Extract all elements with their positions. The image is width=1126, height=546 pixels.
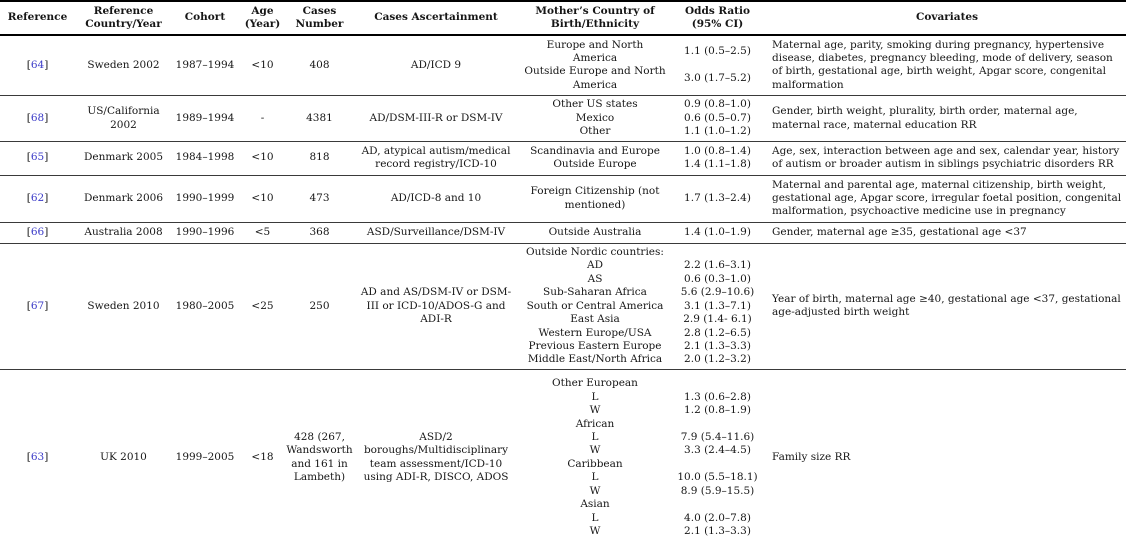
col-header-ethnicity-odds-group bbox=[520, 2, 765, 34]
ethnicity-odds-pair bbox=[520, 300, 765, 313]
country-year-cell: Sweden 2002 bbox=[87, 58, 160, 71]
age-cell: <10 bbox=[251, 151, 274, 164]
cases-number-cell: 428 (267, Wandsworth and 161 in Lambeth) bbox=[286, 430, 353, 484]
covariates-cell: Maternal and parental age, maternal citizenship, birth weight, gestational age, Apgar score, irregular foetal position, congenital malformation, psychoactive medicine use in pregnancy bbox=[772, 178, 1122, 218]
reference-cell bbox=[0, 244, 75, 369]
study-row bbox=[0, 96, 1126, 141]
ethnicity-odds-cell bbox=[520, 244, 765, 369]
ethnicity-odds-cell bbox=[520, 370, 765, 546]
ref-bracket-close: ] bbox=[44, 151, 49, 164]
ref-bracket-close: ] bbox=[44, 111, 49, 124]
ref-bracket-open: [ bbox=[26, 451, 31, 464]
cases-ascertainment-cell: AD and AS/DSM-IV or DSM-III or ICD-10/ADOS-G and ADI-R bbox=[360, 286, 512, 326]
odds-ratio-value: 1.2 (0.8–1.9) bbox=[684, 404, 751, 417]
cohort-cell: 1990–1996 bbox=[175, 226, 235, 239]
reference-citation-link[interactable]: 65 bbox=[30, 151, 45, 164]
odds-ratio-value: 8.9 (5.9–15.5) bbox=[680, 484, 755, 497]
reference-citation-link[interactable]: 63 bbox=[30, 451, 45, 464]
odds-ratio-value: 1.4 (1.1–1.8) bbox=[684, 158, 751, 171]
ethnicity-label: Previous Eastern Europe bbox=[528, 339, 662, 352]
ethnicity-odds-pair bbox=[520, 226, 765, 239]
country-year-cell: Denmark 2005 bbox=[83, 151, 164, 164]
ethnicity-odds-pair bbox=[520, 98, 765, 111]
ethnicity-odds-cell bbox=[520, 142, 765, 175]
odds-ratio-value: 2.9 (1.4- 6.1) bbox=[683, 313, 752, 326]
cohort-cell: 1980–2005 bbox=[175, 299, 235, 312]
ethnicity-label: L bbox=[591, 471, 599, 484]
ethnicity-label: Western Europe/USA bbox=[538, 326, 652, 339]
country-year-cell: US/California 2002 bbox=[87, 105, 160, 131]
odds-ratio-value: 5.6 (2.9–10.6) bbox=[680, 286, 755, 299]
ethnicity-odds-pair bbox=[520, 145, 765, 158]
col-header-country-year: Reference Country/Year bbox=[85, 5, 162, 30]
odds-ratio-value: 4.0 (2.0–7.8) bbox=[684, 511, 751, 524]
col-header-covariates: Covariates bbox=[915, 11, 979, 24]
ref-bracket-close: ] bbox=[44, 226, 49, 239]
ethnicity-odds-pair bbox=[520, 471, 765, 484]
ref-bracket-open: [ bbox=[26, 299, 31, 312]
reference-cell bbox=[0, 142, 75, 175]
study-row bbox=[0, 36, 1126, 97]
reference-citation-link[interactable]: 67 bbox=[30, 299, 45, 312]
age-cell: <10 bbox=[251, 191, 274, 204]
covariates-cell: Year of birth, maternal age ≥40, gestational age <37, gestational age-adjusted birth weight bbox=[772, 292, 1121, 319]
covariates-cell: Gender, maternal age ≥35, gestational age <37 bbox=[772, 226, 1027, 239]
odds-ratio-value: 2.8 (1.2–6.5) bbox=[684, 326, 751, 339]
age-cell: - bbox=[260, 111, 265, 124]
covariates-cell: Age, sex, interaction between age and sex, calendar year, history of autism or broader autism in siblings psychiatric disorders RR bbox=[772, 144, 1120, 171]
ethnicity-label: Other US states bbox=[552, 98, 638, 111]
cases-number-cell: 250 bbox=[309, 299, 330, 312]
reference-cell bbox=[0, 96, 75, 140]
ref-bracket-close: ] bbox=[44, 451, 49, 464]
ethnicity-odds-pair bbox=[520, 498, 765, 511]
study-row bbox=[0, 244, 1126, 370]
ethnicity-odds-pair bbox=[520, 112, 765, 125]
cohort-cell: 1987–1994 bbox=[175, 58, 235, 71]
ethnicity-label: Asian bbox=[580, 498, 610, 511]
cases-number-cell: 368 bbox=[309, 226, 330, 239]
ref-bracket-open: [ bbox=[26, 226, 31, 239]
ethnicity-odds-pair bbox=[520, 404, 765, 417]
ethnicity-odds-pair bbox=[520, 485, 765, 498]
col-header-age: Age (Year) bbox=[244, 5, 281, 30]
ethnicity-odds-cell bbox=[520, 223, 765, 243]
ethnicity-odds-cell bbox=[520, 96, 765, 140]
ethnicity-odds-cell bbox=[520, 176, 765, 222]
ethnicity-label: Foreign Citizenship (not mentioned) bbox=[530, 185, 660, 211]
reference-cell bbox=[0, 36, 75, 96]
odds-ratio-value: 0.9 (0.8–1.0) bbox=[684, 98, 751, 111]
ref-bracket-open: [ bbox=[26, 151, 31, 164]
ethnicity-label: W bbox=[589, 444, 601, 457]
cases-ascertainment-cell: ASD/Surveillance/DSM-IV bbox=[366, 226, 506, 239]
ethnicity-odds-pair bbox=[520, 444, 765, 457]
ethnicity-label: East Asia bbox=[570, 313, 620, 326]
table-body bbox=[0, 36, 1126, 546]
study-row bbox=[0, 142, 1126, 176]
ethnicity-odds-pair bbox=[520, 418, 765, 431]
ethnicity-label: AD bbox=[586, 259, 603, 272]
ethnicity-odds-pair bbox=[520, 158, 765, 171]
ethnicity-label: Europe and North America bbox=[546, 38, 644, 65]
reference-citation-link[interactable]: 64 bbox=[30, 58, 45, 71]
odds-ratio-value: 10.0 (5.5–18.1) bbox=[677, 471, 758, 484]
cases-ascertainment-cell: AD, atypical autism/medical record registry/ICD-10 bbox=[361, 144, 511, 171]
cases-ascertainment-cell: ASD/2 boroughs/Multidisciplinary team assessment/ICD-10 using ADI-R, DISCO, ADOS bbox=[363, 430, 509, 484]
ethnicity-odds-pair bbox=[520, 525, 765, 538]
odds-ratio-value: 0.6 (0.5–0.7) bbox=[684, 111, 751, 124]
age-cell: <18 bbox=[251, 451, 274, 464]
ref-bracket-close: ] bbox=[44, 299, 49, 312]
ethnicity-label: Other European bbox=[552, 377, 638, 390]
ethnicity-label: Other bbox=[579, 125, 611, 138]
cases-number-cell: 818 bbox=[309, 151, 330, 164]
col-header-cases-number: Cases Number bbox=[295, 5, 344, 30]
ethnicity-odds-pair bbox=[520, 353, 765, 366]
ethnicity-odds-pair bbox=[520, 431, 765, 444]
odds-ratio-value: 1.7 (1.3–2.4) bbox=[684, 191, 751, 204]
odds-ratio-value: 1.1 (1.0–1.2) bbox=[684, 125, 751, 138]
country-year-cell: Denmark 2006 bbox=[83, 191, 164, 204]
study-row bbox=[0, 223, 1126, 244]
reference-citation-link[interactable]: 68 bbox=[30, 111, 45, 124]
odds-ratio-value: 1.4 (1.0–1.9) bbox=[684, 226, 751, 239]
odds-ratio-value: 3.1 (1.3–7.1) bbox=[684, 299, 751, 312]
country-year-cell: Sweden 2010 bbox=[87, 299, 160, 312]
ethnicity-label: L bbox=[591, 390, 599, 403]
covariates-cell: Family size RR bbox=[772, 451, 851, 464]
ethnicity-label: L bbox=[591, 511, 599, 524]
ethnicity-odds-pair bbox=[520, 458, 765, 471]
ethnicity-odds-pair bbox=[520, 259, 765, 272]
study-row bbox=[0, 176, 1126, 223]
ethnicity-label: African bbox=[575, 417, 615, 430]
ethnicity-label: Mexico bbox=[575, 111, 615, 124]
ethnicity-odds-pair bbox=[520, 286, 765, 299]
ethnicity-odds-pair bbox=[520, 340, 765, 353]
cases-ascertainment-cell: AD/DSM-III-R or DSM-IV bbox=[369, 111, 503, 124]
ethnicity-label: Sub-Saharan Africa bbox=[543, 286, 647, 299]
covariates-cell: Maternal age, parity, smoking during pregnancy, hypertensive disease, diabetes, pregnancy bleeding, mode of delivery, season of birth, gestational age, birth weight, Apgar score, congenital malformation bbox=[772, 38, 1113, 91]
ethnicity-odds-pair bbox=[520, 391, 765, 404]
col-header-reference: Reference bbox=[7, 11, 68, 24]
reference-cell bbox=[0, 176, 75, 222]
ref-bracket-close: ] bbox=[44, 191, 49, 204]
ref-bracket-close: ] bbox=[44, 58, 49, 71]
ref-bracket-open: [ bbox=[26, 111, 31, 124]
ref-bracket-open: [ bbox=[26, 191, 31, 204]
col-header-cases-ascertainment: Cases Ascertainment bbox=[374, 11, 498, 24]
ref-bracket-open: [ bbox=[26, 58, 31, 71]
covariates-cell: Gender, birth weight, plurality, birth order, maternal age, maternal race, maternal education RR bbox=[772, 105, 1078, 131]
age-cell: <10 bbox=[251, 58, 274, 71]
table-header-row bbox=[0, 2, 1126, 36]
reference-cell bbox=[0, 223, 75, 243]
cases-ascertainment-cell: AD/ICD 9 bbox=[410, 58, 462, 71]
ethnicity-odds-pair bbox=[520, 327, 765, 340]
odds-ratio-value: 1.3 (0.6–2.8) bbox=[684, 390, 751, 403]
study-row bbox=[0, 370, 1126, 546]
cohort-cell: 1989–1994 bbox=[175, 111, 235, 124]
col-header-cohort: Cohort bbox=[184, 11, 226, 24]
ethnicity-label: W bbox=[589, 484, 601, 497]
age-cell: <5 bbox=[254, 226, 271, 239]
ethnicity-label: L bbox=[591, 430, 599, 443]
cases-number-cell: 408 bbox=[309, 58, 330, 71]
odds-ratio-value: 2.0 (1.2–3.2) bbox=[684, 353, 751, 366]
ethnicity-label: Outside Europe and North America bbox=[524, 65, 666, 91]
reference-citation-link[interactable]: 62 bbox=[30, 191, 45, 204]
country-year-cell: Australia 2008 bbox=[84, 226, 163, 239]
cases-number-cell: 473 bbox=[309, 191, 330, 204]
ethnicity-odds-pair bbox=[520, 185, 765, 212]
odds-ratio-value: 7.9 (5.4–11.6) bbox=[680, 430, 755, 443]
ethnicity-label: South or Central America bbox=[526, 299, 664, 312]
odds-ratio-value: 1.0 (0.8–1.4) bbox=[684, 144, 751, 157]
ethnicity-odds-pair bbox=[520, 65, 765, 92]
odds-ratio-value: 2.1 (1.3–3.3) bbox=[684, 339, 751, 352]
ethnicity-odds-pair bbox=[520, 39, 765, 66]
odds-ratio-value: 1.1 (0.5–2.5) bbox=[684, 45, 751, 58]
ethnicity-odds-pair bbox=[520, 377, 765, 390]
cohort-cell: 1999–2005 bbox=[175, 451, 235, 464]
ethnicity-label: Outside Nordic countries: bbox=[526, 245, 664, 258]
ethnicity-label: Middle East/North Africa bbox=[527, 353, 663, 366]
country-year-cell: UK 2010 bbox=[100, 451, 147, 464]
cohort-cell: 1984–1998 bbox=[175, 151, 235, 164]
ethnicity-label: Outside Europe bbox=[553, 158, 637, 171]
ethnicity-label: W bbox=[589, 404, 601, 417]
cohort-cell: 1990–1999 bbox=[175, 191, 235, 204]
ethnicity-label: Scandinavia and Europe bbox=[530, 144, 660, 157]
col-header-mothers-country: Mother’s Country of Birth/Ethnicity bbox=[535, 5, 655, 30]
odds-ratio-value: 2.1 (1.3–3.3) bbox=[684, 525, 751, 538]
cases-ascertainment-cell: AD/ICD-8 and 10 bbox=[390, 191, 482, 204]
cases-number-cell: 4381 bbox=[306, 111, 333, 124]
ethnicity-label: Outside Australia bbox=[548, 226, 642, 239]
ethnicity-odds-pair bbox=[520, 246, 765, 259]
ethnicity-odds-pair bbox=[520, 273, 765, 286]
age-cell: <25 bbox=[251, 299, 274, 312]
ethnicity-label: AS bbox=[587, 272, 603, 285]
ethnicity-odds-pair bbox=[520, 125, 765, 138]
ethnicity-label: W bbox=[589, 525, 601, 538]
ethnicity-odds-pair bbox=[520, 313, 765, 326]
col-header-odds-ratio: Odds Ratio (95% CI) bbox=[684, 5, 750, 30]
ethnicity-label: Caribbean bbox=[567, 457, 623, 470]
reference-cell bbox=[0, 370, 75, 546]
ethnicity-odds-pair bbox=[520, 512, 765, 525]
odds-ratio-value: 0.6 (0.3–1.0) bbox=[684, 272, 751, 285]
odds-ratio-value: 2.2 (1.6–3.1) bbox=[684, 259, 751, 272]
odds-ratio-value: 3.0 (1.7–5.2) bbox=[684, 72, 751, 85]
odds-ratio-value: 3.3 (2.4–4.5) bbox=[684, 444, 751, 457]
reference-citation-link[interactable]: 66 bbox=[30, 226, 45, 239]
ethnicity-odds-cell bbox=[520, 36, 765, 96]
